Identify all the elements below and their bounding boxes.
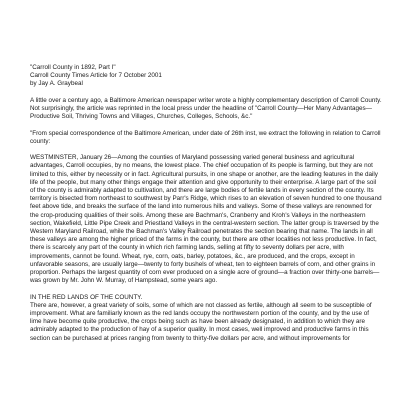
extract-paragraph: "From special correspondence of the Baltimore American, under date of 26th inst, we extract the following in relation to Carroll county: xyxy=(30,129,381,145)
article-source: Carroll County Times Article for 7 October 2001 xyxy=(30,72,162,80)
article-byline: by Jay A. Graybeal xyxy=(30,80,83,88)
westminster-paragraph: WESTMINSTER, January 26—Among the counties of Maryland possessing varied general business and agricultural advantages, Carroll occupies, by no means, the lowest place. The chief occupation of its people is farming, but they are not limited to this, either by necessity or in fact. Agricultural pursuits, in one shape or another, are the leading features in the daily life of the people, but many other things engage their attention and give opportunity to their enterprise. A large part of the soil of the county is admirably adapted to cultivation, and there are large bodies of fertile lands in every section of the county. Its territory is bisected from northeast to southwest by Parr's Ridge, which rises to an elevation of seven hundred to one thousand feet above tide, and breaks the surface of the land into numerous hills and valleys. Some of these valleys are renowned for the crop-producing qualities of their soils. Among these are Bachman's, Cranberry and Kroh's Valleys in the northeastern section, Wakefield, Little Pipe Creek and Priestland Valleys in the central-western section. The latter group is traversed by the Western Maryland Railroad, while the Bachman's Valley Railroad penetrates the section bearing that name. The lands in all these valleys are among the higher priced of the farms in the county, but there are other localities not less productive. In fact, there is scarcely any part of the county in which rich farming lands, selling at fifty to seventy dollars per acre, with improvements, cannot be found. Wheat, rye, corn, oats, barley, potatoes, &c., are produced, and the crops, except in unfavorable seasons, are usually large—twenty to forty bushels of wheat, ten to eighteen barrels of corn, and other grains in proportion. Perhaps the largest quantity of corn ever produced on a single acre of ground—a fraction over thirty-one barrels—was grown by Mr. John W. Murray, of Hampstead, some years ago. xyxy=(30,154,382,285)
spacer xyxy=(30,121,382,129)
intro-paragraph: A little over a century ago, a Baltimore American newspaper writer wrote a highly complementary description of Carroll County. Not surprisingly, the article was reprinted in the local press under the headline of "Carroll County—Her Many Advantages—Productive Soil, Thriving Towns and Villages, Churches, Colleges, Schools, &c." xyxy=(30,96,382,121)
spacer xyxy=(30,285,382,293)
section-heading: IN THE RED LANDS OF THE COUNTY. xyxy=(30,293,143,301)
article-title: "Carroll County in 1892, Part I" xyxy=(30,64,116,71)
spacer xyxy=(30,146,382,154)
article-page xyxy=(30,64,382,343)
red-lands-paragraph: There are, however, a great variety of soils, some of which are not classed as fertile, although all seem to be susceptible of improvement. What are familiarly known as the red lands occupy the northwestern portion of the county, and by the use of lime have become quite productive, the crops being such as have been already designated, in addition to which they are admirably adapted to the production of hay of a superior quality. In most cases, well improved and productive farms in this section can be purchased at prices ranging from twenty to thirty-five dollars per acre, and without improvements for xyxy=(30,301,372,342)
spacer xyxy=(30,89,382,97)
